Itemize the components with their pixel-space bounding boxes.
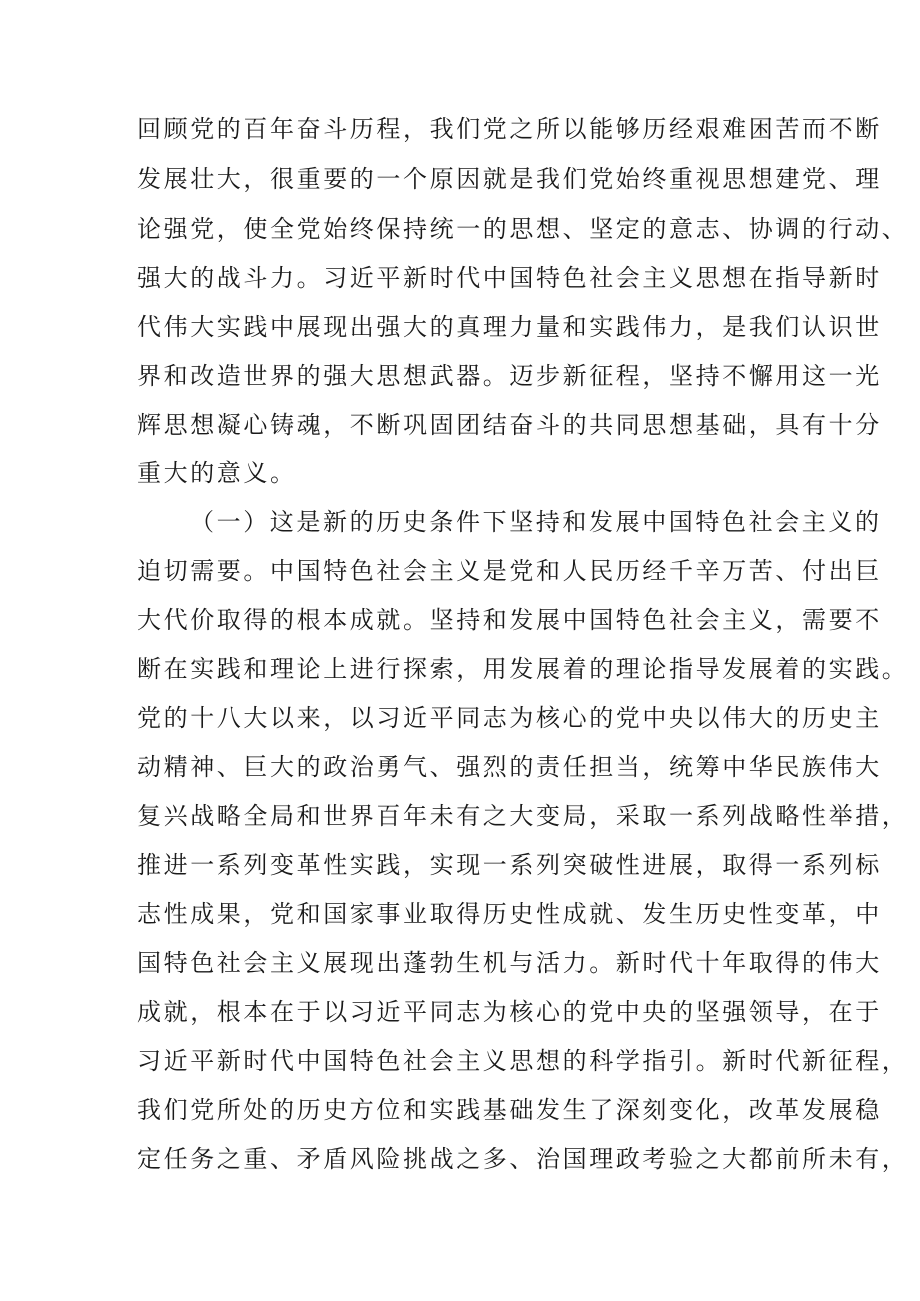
- text-line: 定任务之重、矛盾风险挑战之多、治国理政考验之大都前所未有，: [137, 1145, 909, 1173]
- text-line: 我们党所处的历史方位和实践基础发生了深刻变化，改革发展稳: [137, 1096, 882, 1124]
- text-line: 发展壮大，很重要的一个原因就是我们党始终重视思想建党、理: [137, 165, 882, 193]
- text-line: 重大的意义。: [137, 459, 297, 487]
- text-line: 断在实践和理论上进行探索，用发展着的理论指导发展着的实践。: [137, 655, 909, 683]
- text-line: 复兴战略全局和世界百年未有之大变局，采取一系列战略性举措，: [137, 802, 909, 830]
- text-line: 国特色社会主义展现出蓬勃生机与活力。新时代十年取得的伟大: [137, 949, 882, 977]
- text-line: 迫切需要。中国特色社会主义是党和人民历经千辛万苦、付出巨: [137, 557, 882, 585]
- text-line: 成就，根本在于以习近平同志为核心的党中央的坚强领导，在于: [137, 998, 882, 1026]
- text-line: 代伟大实践中展现出强大的真理力量和实践伟力，是我们认识世: [137, 313, 882, 341]
- text-line: （一）这是新的历史条件下坚持和发展中国特色社会主义的: [190, 508, 882, 536]
- text-line: 推进一系列变革性实践，实现一系列突破性进展，取得一系列标: [137, 851, 882, 879]
- text-line: 强大的战斗力。习近平新时代中国特色社会主义思想在指导新时: [137, 264, 882, 292]
- text-line: 界和改造世界的强大思想武器。迈步新征程，坚持不懈用这一光: [137, 362, 882, 390]
- text-line: 习近平新时代中国特色社会主义思想的科学指引。新时代新征程，: [137, 1047, 909, 1075]
- text-line: 回顾党的百年奋斗历程，我们党之所以能够历经艰难困苦而不断: [137, 115, 882, 143]
- text-line: 论强党，使全党始终保持统一的思想、坚定的意志、协调的行动、: [137, 215, 909, 243]
- text-line: 党的十八大以来，以习近平同志为核心的党中央以伟大的历史主: [137, 704, 882, 732]
- text-line: 动精神、巨大的政治勇气、强烈的责任担当，统筹中华民族伟大: [137, 753, 882, 781]
- text-line: 大代价取得的根本成就。坚持和发展中国特色社会主义，需要不: [137, 606, 882, 634]
- text-line: 志性成果，党和国家事业取得历史性成就、发生历史性变革，中: [137, 900, 882, 928]
- text-line: 辉思想凝心铸魂，不断巩固团结奋斗的共同思想基础，具有十分: [137, 411, 882, 439]
